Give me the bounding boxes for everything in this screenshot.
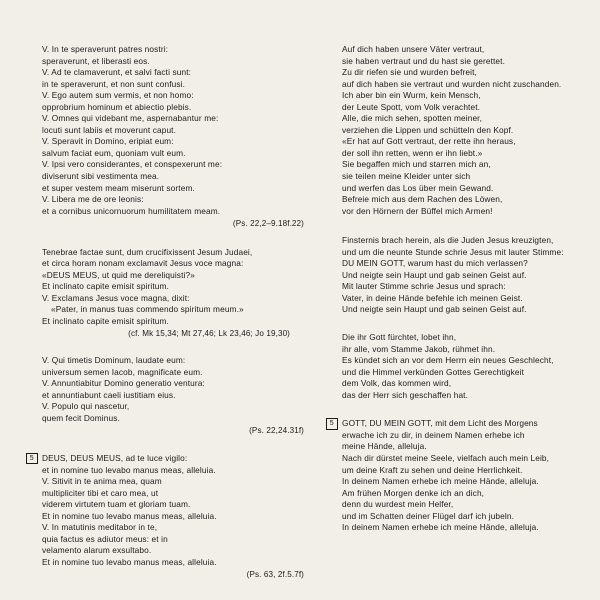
two-column-layout <box>26 44 574 595</box>
text-line: Vater, in deine Hände befehle ich meinen Geist. <box>342 292 523 303</box>
text-line: V. Omnes qui videbant me, aspernabantur me: <box>42 113 219 124</box>
scripture-reference <box>342 217 600 218</box>
text-line: V. Ipsi vero considerantes, et conspexerunt me: <box>42 159 223 170</box>
text-line: V. Sitivit in te anima mea, quam <box>42 476 162 487</box>
text-line: Und neigte sein Haupt und gab seinen Geist auf. <box>342 269 527 280</box>
scripture-reference: (Ps. 22,2–9.18f.22) <box>232 219 304 229</box>
text-line: das der Herr sich geschaffen hat. <box>342 389 469 400</box>
text-line: V. Libera me de ore leonis: <box>42 194 144 205</box>
text-block-psalm-22-german <box>342 44 600 218</box>
text-line: et super vestem meam miserunt sortem. <box>42 182 195 193</box>
text-line: Mit lauter Stimme schrie Jesus und sprach: <box>342 281 506 292</box>
text-line: Et in nomine tuo levabo manus meas, alleluia. <box>42 510 217 521</box>
text-line: Et inclinato capite emisit spiritum. <box>42 281 169 292</box>
text-block-tenebrae-factae-sunt <box>42 247 304 339</box>
text-line: der soll ihn retten, wenn er ihn liebt.» <box>342 147 483 158</box>
text-line: Alle, die mich sehen, spotten meiner, <box>342 113 483 124</box>
text-line: Tenebrae factae sunt, dum crucifixissent Jesum Judaei, <box>42 246 253 257</box>
text-line: V. In te speraverunt patres nostri: <box>42 44 169 54</box>
text-line: diviserunt sibi vestimenta mea. <box>42 171 160 182</box>
text-line: und werfen das Los über mein Gewand. <box>342 182 494 193</box>
scripture-reference: (Ps. 63, 2f.5.7f) <box>246 570 304 580</box>
text-line: In deinem Namen erhebe ich meine Hände, alleluja. <box>342 522 539 533</box>
scripture-reference <box>342 401 600 402</box>
text-line: sie teilen meine Kleider unter sich <box>342 171 471 182</box>
text-line: V. Qui timetis Dominum, laudate eum: <box>42 355 186 366</box>
text-line: opprobrium hominum et abiectio plebis. <box>42 101 192 112</box>
section-number-badge: 5 <box>326 418 338 430</box>
text-line: der Leute Spott, vom Volk verachtet. <box>342 101 481 112</box>
text-block-finsternis-brach-herein <box>342 235 600 316</box>
text-line: V. Ego autem sum vermis, et non homo: <box>42 90 194 101</box>
text-line: speraverunt, et liberasti eos. <box>42 55 150 66</box>
text-line: multipliciter tibi et caro mea, ut <box>42 487 159 498</box>
text-line: «DEUS MEUS, ut quid me dereliquisti?» <box>42 269 195 280</box>
text-line: «Er hat auf Gott vertraut, der rette ihn heraus, <box>342 136 516 147</box>
text-line: dem Volk, das kommen wird, <box>342 378 452 389</box>
text-line: Sie begaffen mich und starren mich an, <box>342 159 491 170</box>
text-line: V. Populo qui nascetur, <box>42 401 130 412</box>
text-line: velamento alarum exsultabo. <box>42 545 152 556</box>
text-line: Befreie mich aus dem Rachen des Löwen, <box>342 194 503 205</box>
scripture-reference: (cf. Mk 15,34; Mt 27,46; Lk 23,46; Jo 19,30) <box>128 328 290 338</box>
text-line: «Pater, in manus tuas commendo spiritum meum.» <box>51 304 244 315</box>
text-line: Auf dich haben unsere Väter vertraut, <box>342 44 485 54</box>
text-line: um deine Kraft zu sehen und deine Herrlichkeit. <box>342 464 523 475</box>
text-line: Am frühen Morgen denke ich an dich, <box>342 487 485 498</box>
text-line: Die ihr Gott fürchtet, lobet ihn, <box>342 332 457 343</box>
text-line: DU MEIN GOTT, warum hast du mich verlassen? <box>342 258 528 269</box>
text-line: V. Annuntiabitur Domino generatio ventura: <box>42 378 205 389</box>
text-block-deus-deus-meus <box>29 452 304 581</box>
text-line: DEUS, DEUS MEUS, ad te luce vigilo: <box>42 452 188 463</box>
text-line: vor den Hörnern der Büffel mich Armen! <box>342 205 493 216</box>
scripture-reference <box>342 534 600 535</box>
text-block-gott-du-mein-gott <box>329 418 600 534</box>
text-line: V. In matutinis meditabor in te, <box>42 522 158 533</box>
text-line: salvum faciat eum, quoniam vult eum. <box>42 147 186 158</box>
text-line: V. Ad te clamaverunt, et salvi facti sunt: <box>42 67 192 78</box>
text-line: und im Schatten deiner Flügel darf ich jubeln. <box>342 510 515 521</box>
text-block-die-ihr-gott-fuerchtet <box>342 332 600 402</box>
text-line: et a cornibus unicornuorum humilitatem meam. <box>42 205 221 216</box>
text-line: Es kündet sich an vor dem Herrn ein neues Geschlecht, <box>342 355 554 366</box>
text-block-qui-timetis-dominum <box>42 355 304 437</box>
text-line: Et in nomine tuo levabo manus meas, alleluia. <box>42 556 217 567</box>
text-line: et circa horam nonam exclamavit Jesus voce magna: <box>42 258 244 269</box>
text-line: in te speraverunt, et non sunt confusi. <box>42 78 186 89</box>
text-line: et annuntiabunt caeli iustitiam eius. <box>42 389 176 400</box>
text-line: quia factus es adiutor meus: et in <box>42 533 168 544</box>
section-number-badge: 5 <box>26 453 38 465</box>
text-line: Et inclinato capite emisit spiritum. <box>42 316 169 327</box>
text-line: erwache ich zu dir, in deinem Namen erhebe ich <box>342 429 525 440</box>
left-column-latin <box>26 44 304 595</box>
text-line: und um die neunte Stunde schrie Jesus mit lauter Stimme: <box>342 246 564 257</box>
scripture-reference: (Ps. 22,24.31f) <box>249 426 304 436</box>
text-line: Und neigte sein Haupt und gab seinen Geist auf. <box>342 304 527 315</box>
text-line: viderem virtutem tuam et gloriam tuam. <box>42 499 191 510</box>
text-line: denn du wurdest mein Helfer, <box>342 499 454 510</box>
text-line: meine Hände, alleluja. <box>342 441 427 452</box>
text-line: auf dich haben sie vertraut und wurden nicht zuschanden. <box>342 78 562 89</box>
text-line: universum semen Iacob, magnificate eum. <box>42 366 203 377</box>
text-line: ihr alle, vom Stamme Jakob, rühmet ihn. <box>342 343 496 354</box>
text-line: GOTT, DU MEIN GOTT, mit dem Licht des Morgens <box>342 418 538 429</box>
text-line: Zu dir riefen sie und wurden befreit, <box>342 67 477 78</box>
text-line: quem fecit Dominus. <box>42 412 120 423</box>
text-line: Finsternis brach herein, als die Juden Jesus kreuzigten, <box>342 235 554 246</box>
text-line: In deinem Namen erhebe ich meine Hände, alleluja. <box>342 476 539 487</box>
text-line: Nach dir dürstet meine Seele, vielfach auch mein Leib, <box>342 452 550 463</box>
text-line: sie haben vertraut und du hast sie gerettet. <box>342 55 506 66</box>
text-line: et in nomine tuo levabo manus meas, alleluia. <box>42 464 216 475</box>
text-line: und die Himmel verkünden Gottes Gerechtigkeit <box>342 366 525 377</box>
text-line: V. Exclamans Jesus voce magna, dixit: <box>42 292 190 303</box>
text-line: locuti sunt labiis et moverunt caput. <box>42 124 177 135</box>
text-line: Ich aber bin ein Wurm, kein Mensch, <box>342 90 481 101</box>
text-block-psalm-22-latin <box>42 44 304 230</box>
text-line: V. Speravit in Domino, eripiat eum: <box>42 136 174 147</box>
text-line: verziehen die Lippen und schütteln den Kopf. <box>342 124 514 135</box>
right-column-german <box>326 44 600 549</box>
